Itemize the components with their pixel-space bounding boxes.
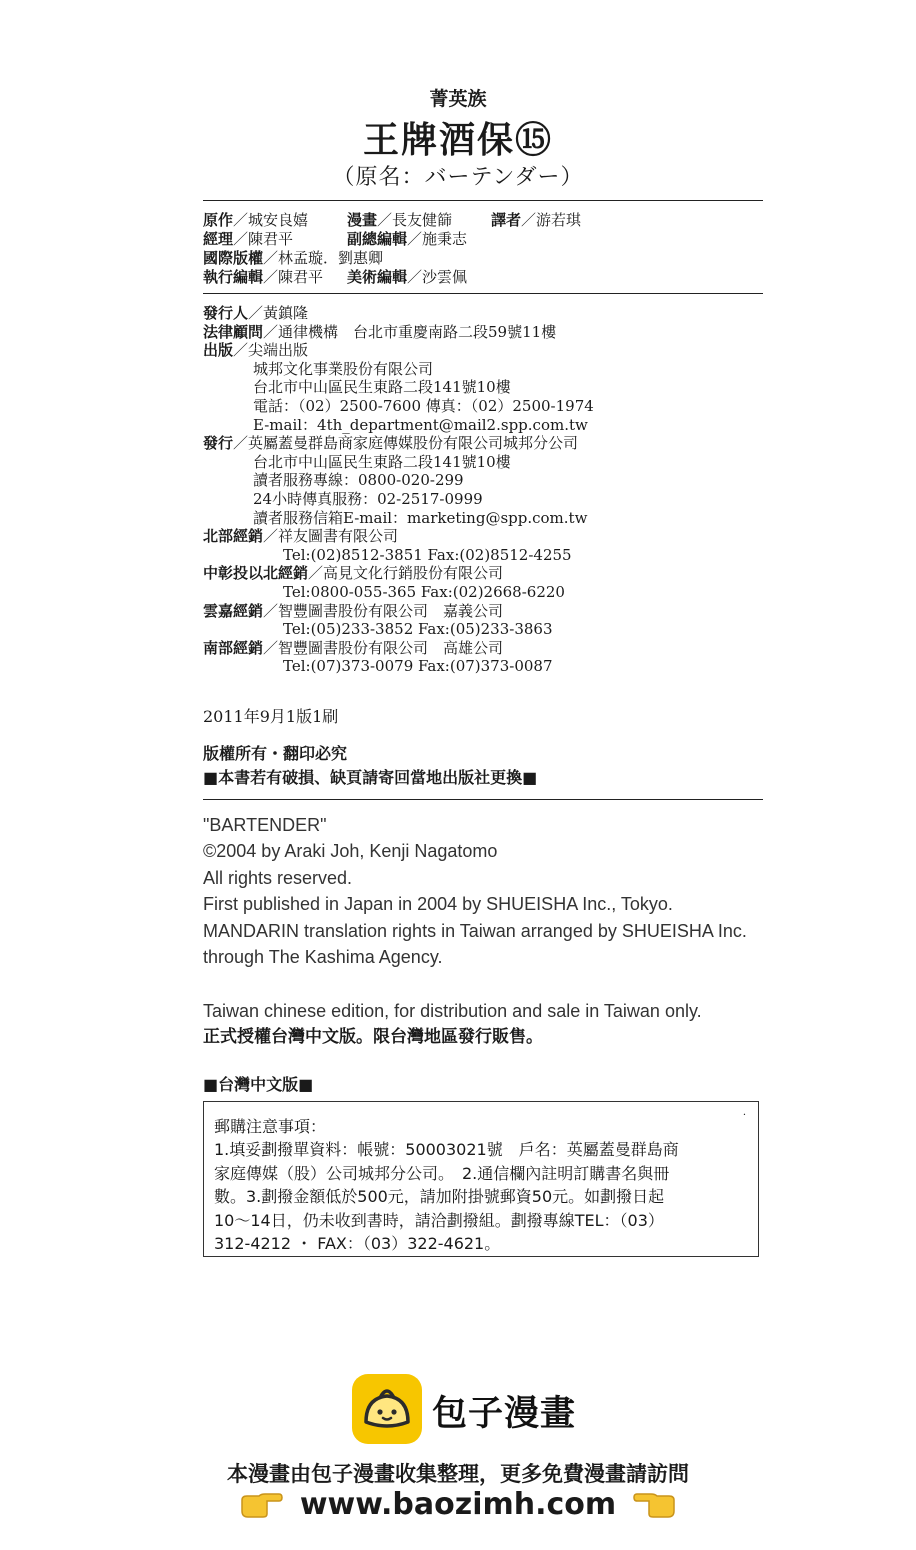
copyright-line: through The Kashima Agency. — [203, 947, 443, 968]
legal-line: 法律顧問／通律機構 台北市重慶南路二段59號11樓 — [203, 322, 557, 341]
print-date: 2011年9月1版1刷 — [203, 707, 339, 726]
series-name: 菁英族 — [429, 88, 487, 110]
credit-translator: 譯者／游若琪 — [491, 211, 582, 229]
mail-order-line: 家庭傳媒（股）公司城邦分公司。 2.通信欄內註明訂購書名與冊 — [214, 1163, 670, 1183]
copyright-english — [203, 812, 747, 970]
central-dist-tel: Tel:0800-055-365 Fax:(02)2668-6220 — [283, 582, 565, 601]
copyright-line: First published in Japan in 2004 by SHUEISHA Inc., Tokyo. — [203, 894, 673, 915]
credit-author: 原作／城安良嬉 — [203, 211, 309, 229]
site-url-link[interactable]: www.baozimh.com — [299, 1487, 617, 1522]
divider — [203, 200, 763, 201]
pointing-right-icon — [239, 1491, 283, 1519]
baozi-logo-icon — [352, 1374, 422, 1444]
chiayi-dist-tel: Tel:(05)233-3852 Fax:(05)233-3863 — [283, 620, 553, 639]
divider — [203, 293, 763, 294]
dist-detail: 讀者服務專線：0800-020-299 — [253, 471, 464, 490]
mail-order-line: 10～14日，仍未收到書時，請洽劃撥組。劃撥專線TEL：（03） — [214, 1210, 664, 1230]
south-dist-tel: Tel:(07)373-0079 Fax:(07)373-0087 — [283, 657, 553, 676]
south-dist-line: 南部經銷／智豐圖書股份有限公司 高雄公司 — [203, 638, 504, 657]
dist-detail: 讀者服務信箱E-mail：marketing@spp.com.tw — [253, 508, 588, 527]
dist-detail: 24小時傳真服務：02-2517-0999 — [253, 489, 483, 508]
edition-chinese: 正式授權台灣中文版。限台灣地區發行販售。 — [203, 1027, 543, 1047]
mail-order-line: 數。3.劃撥金額低於500元，請加附掛號郵資50元。如劃撥日起 — [214, 1187, 665, 1207]
divider — [203, 799, 763, 800]
original-title: （原名：バーテンダー） — [332, 165, 584, 190]
credit-exec-editor: 執行編輯／陳君平 — [203, 268, 324, 286]
credit-art-editor: 美術編輯／沙雲佩 — [347, 268, 468, 286]
mail-order-box — [203, 1101, 759, 1257]
pub-detail: E-mail：4th_department@mail2.spp.com.tw — [253, 415, 588, 434]
dist-line: 發行／英屬蓋曼群島商家庭傳媒股份有限公司城邦分公司 — [203, 434, 579, 453]
north-dist-tel: Tel:(02)8512-3851 Fax:(02)8512-4255 — [283, 545, 572, 564]
promo-text: 本漫畫由包子漫畫收集整理，更多免費漫畫請訪問 — [227, 1462, 689, 1486]
credit-intl-rights: 國際版權／林孟璇．劉惠卿 — [203, 249, 384, 267]
edition-notice — [203, 998, 702, 1050]
rights-notice — [203, 742, 537, 790]
issuer-line: 發行人／黃鎮隆 — [203, 304, 309, 322]
publisher-block — [203, 304, 594, 676]
mail-order-body — [214, 1138, 754, 1256]
rights-line: 版權所有・翻印必究 — [203, 744, 348, 763]
copyright-line: MANDARIN translation rights in Taiwan arranged by SHUEISHA Inc. — [203, 920, 747, 941]
mail-order-line: 1.填妥劃撥單資料：帳號：50003021號 戶名：英屬蓋曼群島商 — [214, 1140, 679, 1159]
copyright-line: ©2004 by Araki Joh, Kenji Nagatomo — [203, 841, 498, 862]
edition-tag: ■台灣中文版■ — [203, 1075, 314, 1094]
pub-detail: 城邦文化事業股份有限公司 — [253, 359, 434, 378]
edition-english: Taiwan chinese edition, for distribution and sale in Taiwan only. — [203, 1001, 702, 1021]
dist-detail: 台北市中山區民生東路二段141號10樓 — [253, 452, 511, 471]
credit-manager: 經理／陳君平 — [203, 230, 294, 248]
pub-line: 出版／尖端出版 — [203, 341, 309, 360]
chiayi-dist-line: 雲嘉經銷／智豐圖書股份有限公司 嘉義公司 — [203, 601, 504, 620]
site-row — [0, 1487, 916, 1522]
pub-detail: 電話：（02）2500-7600 傳真：（02）2500-1974 — [253, 396, 594, 415]
mail-order-line: 312-4212 ・ FAX：（03）322-4621。 — [214, 1234, 501, 1254]
brand-name: 包子漫畫 — [432, 1394, 577, 1434]
pub-detail: 台北市中山區民生東路二段141號10樓 — [253, 378, 511, 397]
pointing-left-icon — [633, 1491, 677, 1519]
north-dist-line: 北部經銷／祥友圖書有限公司 — [203, 527, 399, 546]
rights-line: ■本書若有破損、缺頁請寄回當地出版社更換■ — [203, 768, 538, 787]
mail-order-title: 郵購注意事項： — [214, 1117, 327, 1136]
copyright-line: All rights reserved. — [203, 867, 353, 888]
copyright-line: "BARTENDER" — [203, 815, 327, 835]
book-title: 王牌酒保⑮ — [362, 120, 553, 161]
credit-artist: 漫畫／長友健篩 — [347, 211, 453, 229]
credit-deputy-editor: 副總編輯／施秉志 — [347, 230, 468, 248]
central-dist-line: 中彰投以北經銷／高見文化行銷股份有限公司 — [203, 564, 504, 583]
dot-mark: · — [742, 1110, 746, 1121]
